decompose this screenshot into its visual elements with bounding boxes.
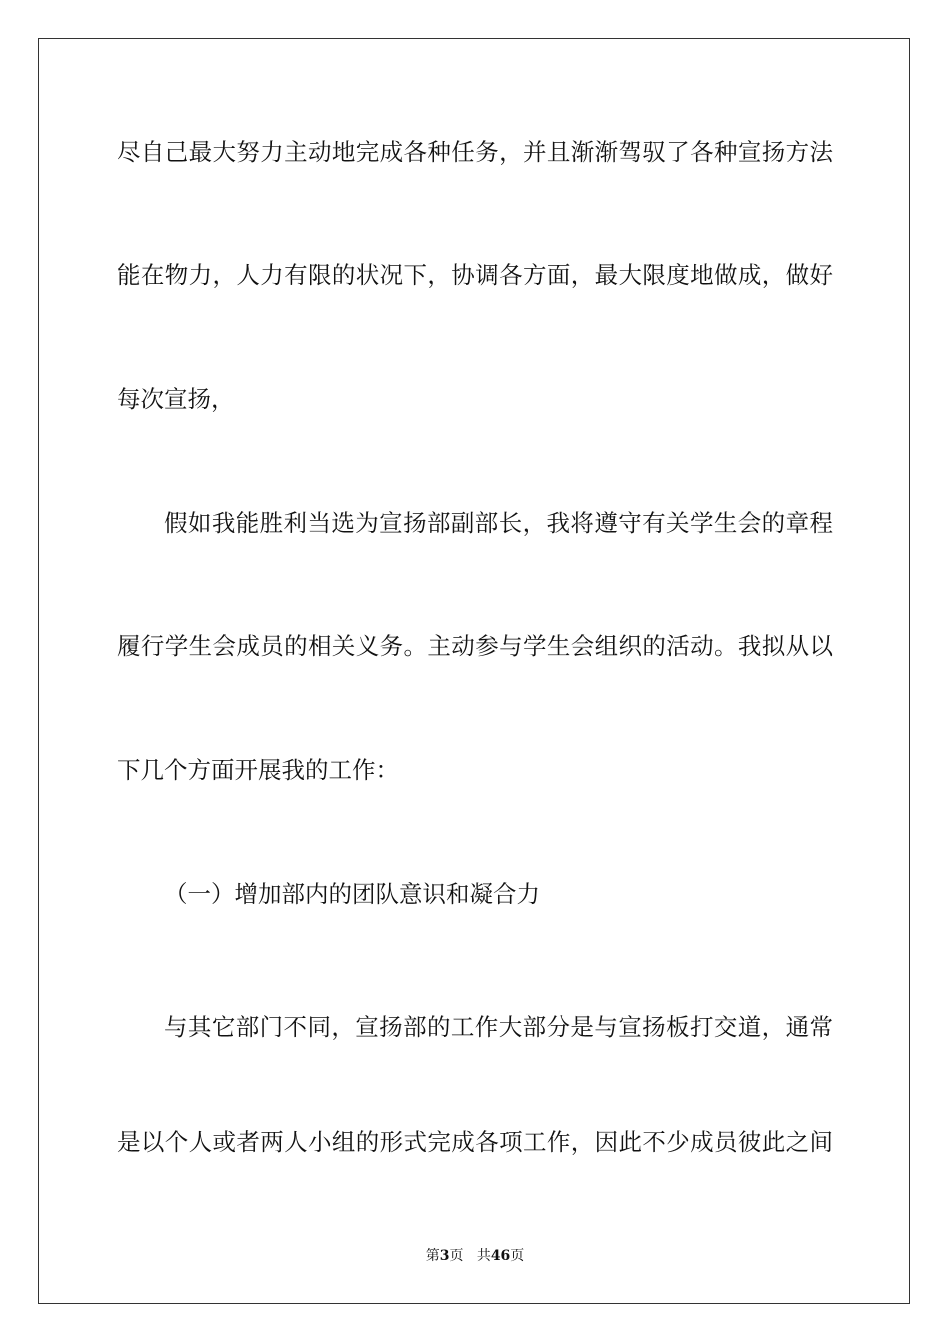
footer-page-prefix: 第 [425, 1248, 440, 1264]
footer-page-suffix: 页 [449, 1248, 464, 1264]
body-line-5: 履行学生会成员的相关义务。主动参与学生会组织的活动。我拟从以 [117, 632, 833, 660]
body-line-3: 每次宣扬， [117, 385, 235, 413]
footer-total-pages: 46 [490, 1248, 511, 1264]
body-line-1: 尽自己最大努力主动地完成各种任务，并且渐渐驾驭了各种宣扬方法 [117, 138, 833, 166]
page-border [38, 38, 910, 1304]
body-line-8: 与其它部门不同，宣扬部的工作大部分是与宣扬板打交道，通常 [164, 1013, 833, 1041]
page-footer [0, 1247, 950, 1265]
footer-page-number: 3 [439, 1248, 450, 1264]
body-line-6: 下几个方面开展我的工作： [117, 756, 399, 784]
footer-total-prefix: 共 [476, 1248, 491, 1264]
footer-total-suffix: 页 [510, 1248, 525, 1264]
section-heading: （一）增加部内的团队意识和凝合力 [164, 880, 540, 908]
body-line-2: 能在物力，人力有限的状况下，协调各方面，最大限度地做成，做好 [117, 261, 833, 289]
body-line-9: 是以个人或者两人小组的形式完成各项工作，因此不少成员彼此之间 [117, 1128, 833, 1156]
body-line-4: 假如我能胜利当选为宣扬部副部长，我将遵守有关学生会的章程 [164, 509, 833, 537]
